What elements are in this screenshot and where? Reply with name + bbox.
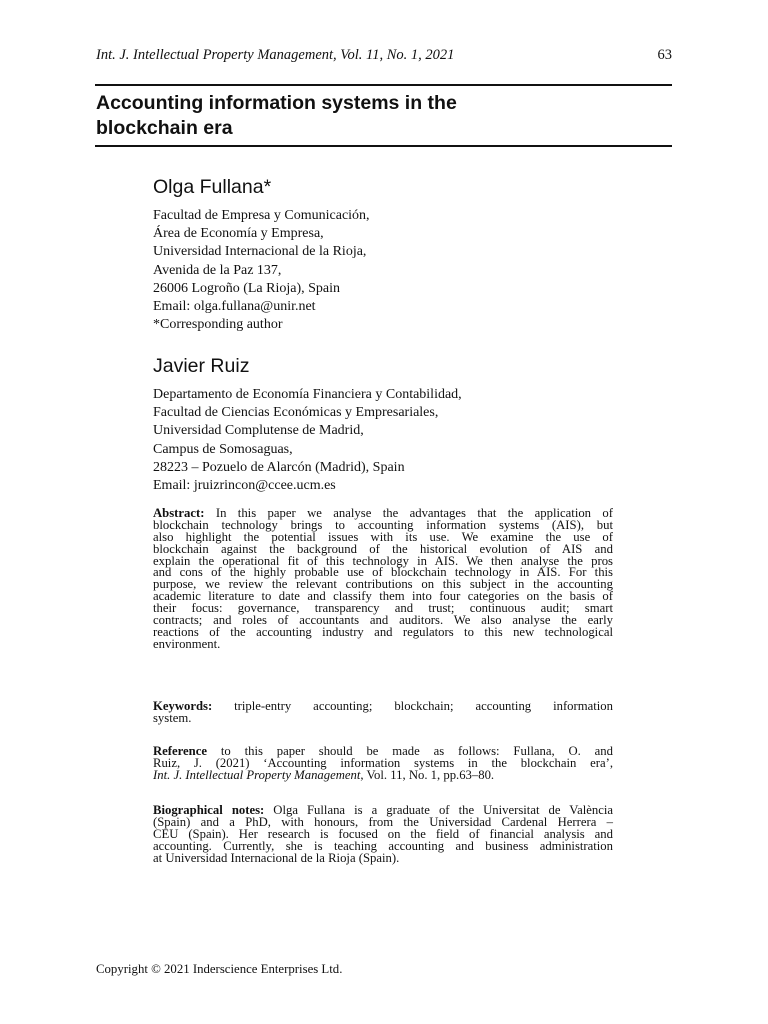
affiliation-line: Universidad Complutense de Madrid,	[153, 423, 364, 439]
biographical-notes	[153, 805, 613, 864]
title-line-1: Accounting information systems in the	[96, 92, 457, 114]
affiliation-line: Departamento de Economía Financiera y Contabilidad,	[153, 387, 462, 402]
abstract-label: Abstract:	[153, 506, 205, 520]
abstract-line: reactions of the accounting industry and regulators to this new technological	[153, 624, 613, 639]
abstract-line: blockchain technology brings to accounting information systems (AIS), but	[153, 517, 613, 532]
abstract-line: purpose, we review the relevant contributions on this subject in the accounting	[153, 577, 613, 592]
author-affiliation-fullana	[153, 207, 370, 334]
abstract-line: and cons of the highly probable use of blockchain technology in AIS. For this	[153, 565, 613, 580]
paper-title	[96, 91, 576, 140]
affiliation-email: Email: olga.fullana@unir.net	[153, 299, 316, 315]
reference-label: Reference	[153, 744, 208, 758]
abstract-line: also highlight the potential issues with its use. We examine the use of	[153, 529, 613, 544]
abstract	[153, 508, 613, 651]
copyright-notice: Copyright © 2021 Inderscience Enterprises Ltd.	[96, 962, 343, 976]
title-rule-top	[95, 84, 672, 86]
abstract-line: environment.	[153, 636, 221, 651]
author-name-fullana: Olga Fullana*	[153, 176, 272, 198]
keywords	[153, 701, 613, 725]
keywords-line	[153, 701, 613, 713]
keywords-line: system.	[153, 710, 192, 725]
keywords-text: triple-entry accounting; blockchain; accounting information	[212, 699, 613, 713]
keywords-label: Keywords:	[153, 699, 213, 713]
corresponding-author-note: *Corresponding author	[153, 317, 283, 333]
abstract-line: contracts; and roles of accountants and auditors. We also analyse the early	[153, 613, 613, 628]
page-number: 63	[657, 47, 672, 63]
author-affiliation-ruiz	[153, 386, 462, 495]
abstract-line: explain the operational fit of this technology in AIS. We then analyse the pros	[153, 553, 613, 568]
reference-journal-title: Int. J. Intellectual Property Management	[153, 767, 361, 782]
abstract-line: blockchain against the background of the historical evolution of AIS and	[153, 541, 613, 556]
bio-line: (Spain) and a PhD, with honours, from the Universidad Cardenal Herrera –	[153, 814, 613, 829]
affiliation-line: 26006 Logroño (La Rioja), Spain	[153, 280, 341, 296]
reference-text: to this paper should be made as follows: Fullana, O. and	[207, 744, 613, 758]
abstract-text: In this paper we analyse the advantages that the application of	[204, 506, 613, 520]
reference-line: Ruiz, J. (2021) ‘Accounting information systems in the blockchain era’,	[153, 755, 613, 770]
affiliation-line: Facultad de Ciencias Económicas y Empresariales,	[153, 405, 439, 421]
bio-line: at Universidad Internacional de la Rioja (Spain).	[153, 850, 400, 865]
title-rule-bottom	[95, 145, 672, 147]
affiliation-line: Área de Economía y Empresa,	[153, 226, 324, 242]
affiliation-line: Campus de Somosaguas,	[153, 441, 293, 457]
affiliation-line: Avenida de la Paz 137,	[153, 262, 282, 278]
affiliation-line: Facultad de Empresa y Comunicación,	[153, 208, 370, 223]
bio-line: CEU (Spain). Her research is focused on the field of financial analysis and	[153, 826, 613, 841]
title-line-2: blockchain era	[96, 116, 233, 139]
bio-label: Biographical notes:	[153, 803, 265, 817]
running-header	[96, 47, 672, 67]
bio-line: accounting. Currently, she is teaching accounting and business administration	[153, 838, 613, 853]
affiliation-email: Email: jruizrincon@ccee.ucm.es	[153, 478, 336, 494]
reference-volume: , Vol. 11, No. 1, pp.63–80.	[360, 767, 495, 782]
reference-note	[153, 746, 613, 782]
author-name-ruiz: Javier Ruiz	[153, 355, 250, 377]
bio-text: Olga Fullana is a graduate of the Universitat de València	[264, 803, 613, 817]
abstract-line: academic literature to date and classify them into four categories on the basis of	[153, 589, 613, 604]
journal-citation: Int. J. Intellectual Property Management, Vol. 11, No. 1, 2021	[96, 47, 455, 63]
abstract-line: their focus: governance, transparency and trust; continuous audit; smart	[153, 601, 613, 616]
affiliation-line: Universidad Internacional de la Rioja,	[153, 244, 367, 260]
reference-line	[153, 767, 613, 782]
affiliation-line: 28223 – Pozuelo de Alarcón (Madrid), Spain	[153, 459, 405, 475]
